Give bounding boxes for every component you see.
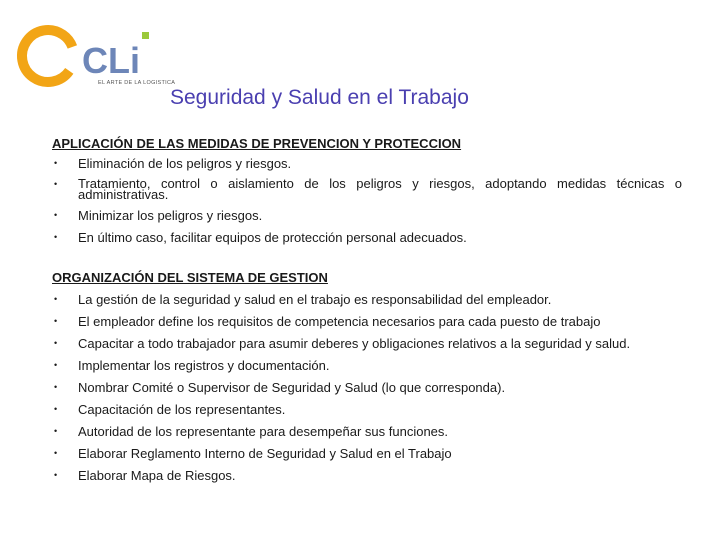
list-item: • Nombrar Comité o Supervisor de Seguridad y Salud (lo que corresponda). [52,381,682,394]
list-item: • En último caso, facilitar equipos de protección personal adecuados. [52,231,682,244]
list-item: • Minimizar los peligros y riesgos. [52,209,682,222]
list-item: • El empleador define los requisitos de competencia necesarios para cada puesto de trabajo [52,315,682,328]
section-heading: ORGANIZACIÓN DEL SISTEMA DE GESTION [52,270,328,285]
logo-wordmark: CLi [82,40,140,81]
page-title: Seguridad y Salud en el Trabajo [170,86,469,109]
bullet-list [52,293,682,482]
list-item: • Elaborar Mapa de Riesgos. [52,469,682,482]
section-management-system [52,270,682,482]
list-item: • Elaborar Reglamento Interno de Seguridad y Salud en el Trabajo [52,447,682,460]
list-item: • Capacitación de los representantes. [52,403,682,416]
logo-tagline: EL ARTE DE LA LOGISTICA [98,80,176,86]
list-item: • Autoridad de los representante para desempeñar sus funciones. [52,425,682,438]
section-prevention-measures [52,136,682,244]
bullet-list [52,157,682,244]
company-logo [14,16,176,92]
section-heading: APLICACIÓN DE LAS MEDIDAS DE PREVENCION Y PROTECCION [52,136,462,151]
list-item: • Capacitar a todo trabajador para asumir deberes y obligaciones relativos a la seguridad y salud. [52,337,682,350]
list-item: • La gestión de la seguridad y salud en el trabajo es responsabilidad del empleador. [52,293,682,306]
list-item: • Implementar los registros y documentación. [52,359,682,372]
list-item: • Tratamiento, control o aislamiento de los peligros y riesgos, adoptando medidas técnicas o administrativas. [52,178,682,200]
list-item: • Eliminación de los peligros y riesgos. [52,157,682,170]
